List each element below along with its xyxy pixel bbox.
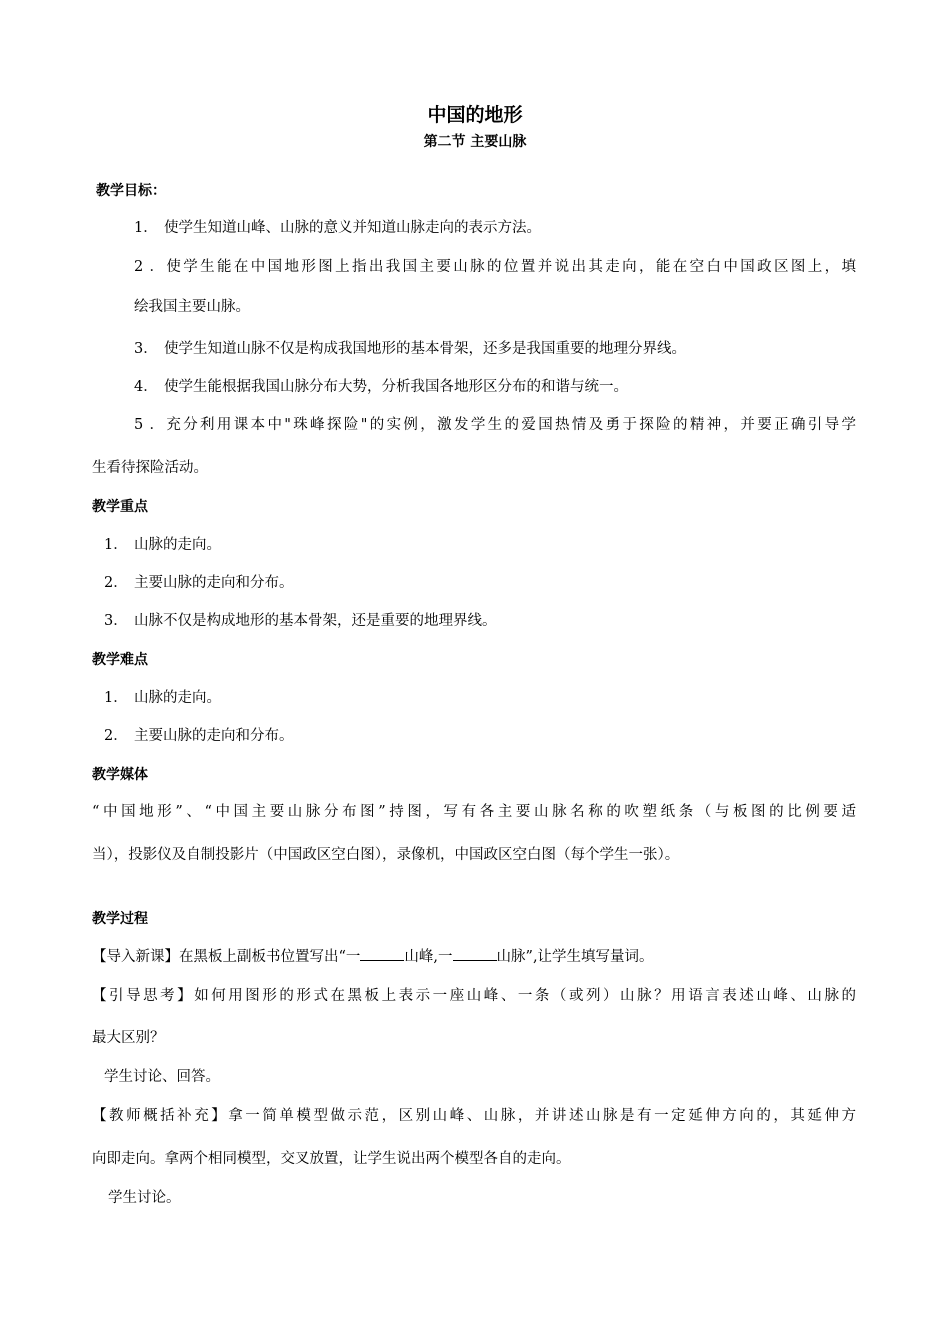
- objective-item: [134, 218, 541, 238]
- key-point-item: [104, 611, 497, 631]
- intro-paragraph: [92, 946, 654, 967]
- objective-item: [134, 415, 856, 435]
- page-subtitle: 第二节 主要山脉: [423, 134, 527, 150]
- objective-item: [134, 257, 856, 277]
- objective-text: 充分利用课本中"珠峰探险"的实例，激发学生的爱国热情及勇于探险的精神，并要正确引导学: [164, 417, 856, 433]
- difficulty-number: 2．: [104, 728, 128, 744]
- objective-number: 1．: [134, 220, 158, 236]
- objective-item: [134, 339, 686, 359]
- objective-text: 使学生能在中国地形图上指出我国主要山脉的位置并说出其走向，能在空白中国政区图上，填: [164, 259, 856, 275]
- key-point-text: 山脉不仅是构成地形的基本骨架，还是重要的地理界线。: [134, 613, 497, 629]
- student-discussion: 学生讨论、回答。: [104, 1069, 220, 1085]
- objective-continuation: 生看待探险活动。: [92, 460, 208, 476]
- media-text-line: “中国地形”、“中国主要山脉分布图”持图，写有各主要山脉名称的吹塑纸条（与板图的比例要适: [92, 804, 856, 820]
- key-points-heading: 教学重点: [92, 499, 148, 515]
- intro-text: 山脉”,让学生填写量词。: [496, 949, 654, 965]
- guide-paragraph-line: 【引导思考】如何用图形的形式在黑板上表示一座山峰、一条（或列）山脉？用语言表述山峰、山脉的: [92, 988, 856, 1004]
- guide-paragraph-line: 最大区别？: [92, 1030, 165, 1046]
- fill-blank: [453, 946, 497, 961]
- teacher-paragraph-line: 【教师概括补充】拿一简单模型做示范，区别山峰、山脉，并讲述山脉是有一定延伸方向的，其延伸方: [92, 1108, 856, 1124]
- objective-text: 使学生知道山峰、山脉的意义并知道山脉走向的表示方法。: [164, 220, 541, 236]
- key-point-text: 山脉的走向。: [134, 537, 221, 553]
- key-point-item: [104, 573, 294, 593]
- objective-text: 使学生能根据我国山脉分布大势，分析我国各地形区分布的和谐与统一。: [164, 379, 628, 395]
- page-title: 中国的地形: [427, 104, 523, 126]
- difficulty-text: 山脉的走向。: [134, 690, 221, 706]
- objective-text: 使学生知道山脉不仅是构成我国地形的基本骨架，还多是我国重要的地理分界线。: [164, 341, 686, 357]
- key-point-number: 3．: [104, 613, 128, 629]
- difficulty-item: [104, 688, 221, 708]
- key-point-item: [104, 535, 221, 555]
- objective-number: 4．: [134, 379, 158, 395]
- objective-number: 5．: [134, 417, 164, 433]
- intro-text: 【导入新课】在黑板上副板书位置写出“一: [92, 949, 361, 965]
- fill-blank: [360, 946, 404, 961]
- teacher-paragraph-line: 向即走向。拿两个相同模型，交叉放置，让学生说出两个模型各自的走向。: [92, 1151, 571, 1167]
- media-text-line: 当），投影仪及自制投影片（中国政区空白图），录像机，中国政区空白图（每个学生一张）。: [92, 847, 680, 863]
- student-discussion: 学生讨论。: [108, 1190, 181, 1206]
- difficulty-number: 1．: [104, 690, 128, 706]
- difficulty-text: 主要山脉的走向和分布。: [134, 728, 294, 744]
- objective-number: 2．: [134, 259, 164, 275]
- key-point-number: 1．: [104, 537, 128, 553]
- intro-text: 山峰,一: [404, 949, 453, 965]
- difficulty-item: [104, 726, 294, 746]
- difficulties-heading: 教学难点: [92, 652, 148, 668]
- key-point-number: 2．: [104, 575, 128, 591]
- objective-number: 3．: [134, 341, 158, 357]
- process-heading: 教学过程: [92, 911, 148, 927]
- objective-continuation: 绘我国主要山脉。: [134, 299, 250, 315]
- media-heading: 教学媒体: [92, 767, 148, 783]
- objective-item: [134, 377, 628, 397]
- objectives-heading: 教学目标：: [96, 183, 166, 199]
- key-point-text: 主要山脉的走向和分布。: [134, 575, 294, 591]
